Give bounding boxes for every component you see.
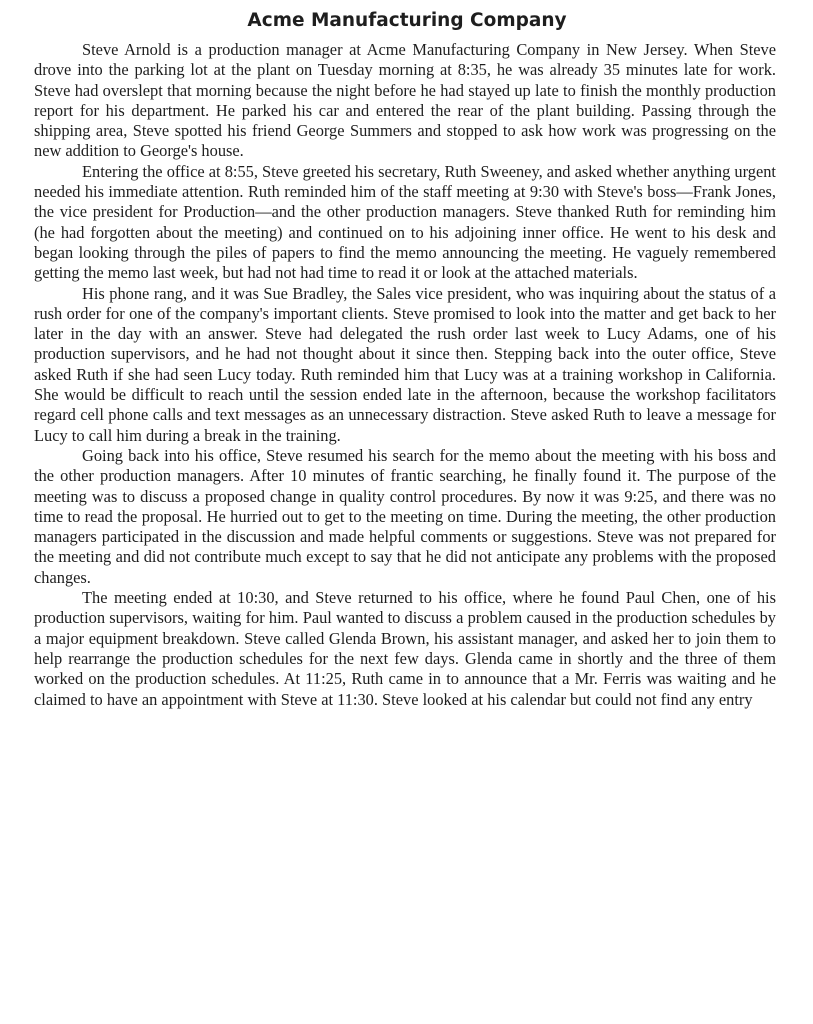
paragraph-2: Entering the office at 8:55, Steve greeted his secretary, Ruth Sweeney, and asked whether anything urgent needed his immediate attention. Ruth reminded him of the staff meeting at 9:30 with Steve's boss—Frank Jones, the vice president for Production—and the other production managers. Steve thanked Ruth for reminding him (he had forgotten about the meeting) and continued on to his adjoining inner office. He went to his desk and began looking through the piles of papers to find the memo announcing the meeting. He vaguely remembered getting the memo last week, but had not had time to read it or look at the attached materials. — [34, 161, 776, 283]
paragraph-4: Going back into his office, Steve resumed his search for the memo about the meeting with his boss and the other production managers. After 10 minutes of frantic searching, he finally found it. The purpose of the meeting was to discuss a proposed change in quality control procedures. By now it was 9:25, and there was no time to read the proposal. He hurried out to get to the meeting on time. During the meeting, the other production managers participated in the discussion and made helpful comments or suggestions. Steve was not prepared for the meeting and did not contribute much except to say that he did not anticipate any problems with the proposed changes. — [34, 445, 776, 587]
paragraph-1: Steve Arnold is a production manager at Acme Manufacturing Company in New Jersey. When Steve drove into the parking lot at the plant on Tuesday morning at 8:35, he was already 35 minutes late for work. Steve had overslept that morning because the night before he had stayed up late to finish the monthly production report for his department. He parked his car and entered the rear of the plant building. Passing through the shipping area, Steve spotted his friend George Summers and stopped to ask how work was progressing on the new addition to George's house. — [34, 40, 776, 161]
document-page — [34, 8, 776, 710]
document-title: Acme Manufacturing Company — [247, 10, 567, 31]
paragraph-5: The meeting ended at 10:30, and Steve returned to his office, where he found Paul Chen, one of his production supervisors, waiting for him. Paul wanted to discuss a problem caused in the production schedules by a major equipment breakdown. Steve called Glenda Brown, his assistant manager, and asked her to join them to help rearrange the production schedules for the next few days. Glenda came in shortly and the three of them worked on the production schedules. At 11:25, Ruth came in to announce that a Mr. Ferris was waiting and he claimed to have an appointment with Steve at 11:30. Steve looked at his calendar but could not find any entry — [34, 588, 776, 709]
paragraph-3: His phone rang, and it was Sue Bradley, the Sales vice president, who was inquiring about the status of a rush order for one of the company's important clients. Steve promised to look into the matter and get back to her later in the day with an answer. Steve had delegated the rush order last week to Lucy Adams, one of his production supervisors, and he had not thought about it since then. Stepping back into the outer office, Steve asked Ruth if she had seen Lucy today. Ruth reminded him that Lucy was at a training workshop in California. She would be difficult to reach until the session ended late in the afternoon, because the workshop facilitators regard cell phone calls and text messages as an unnecessary distraction. Steve asked Ruth to leave a message for Lucy to call him during a break in the training. — [34, 283, 776, 445]
